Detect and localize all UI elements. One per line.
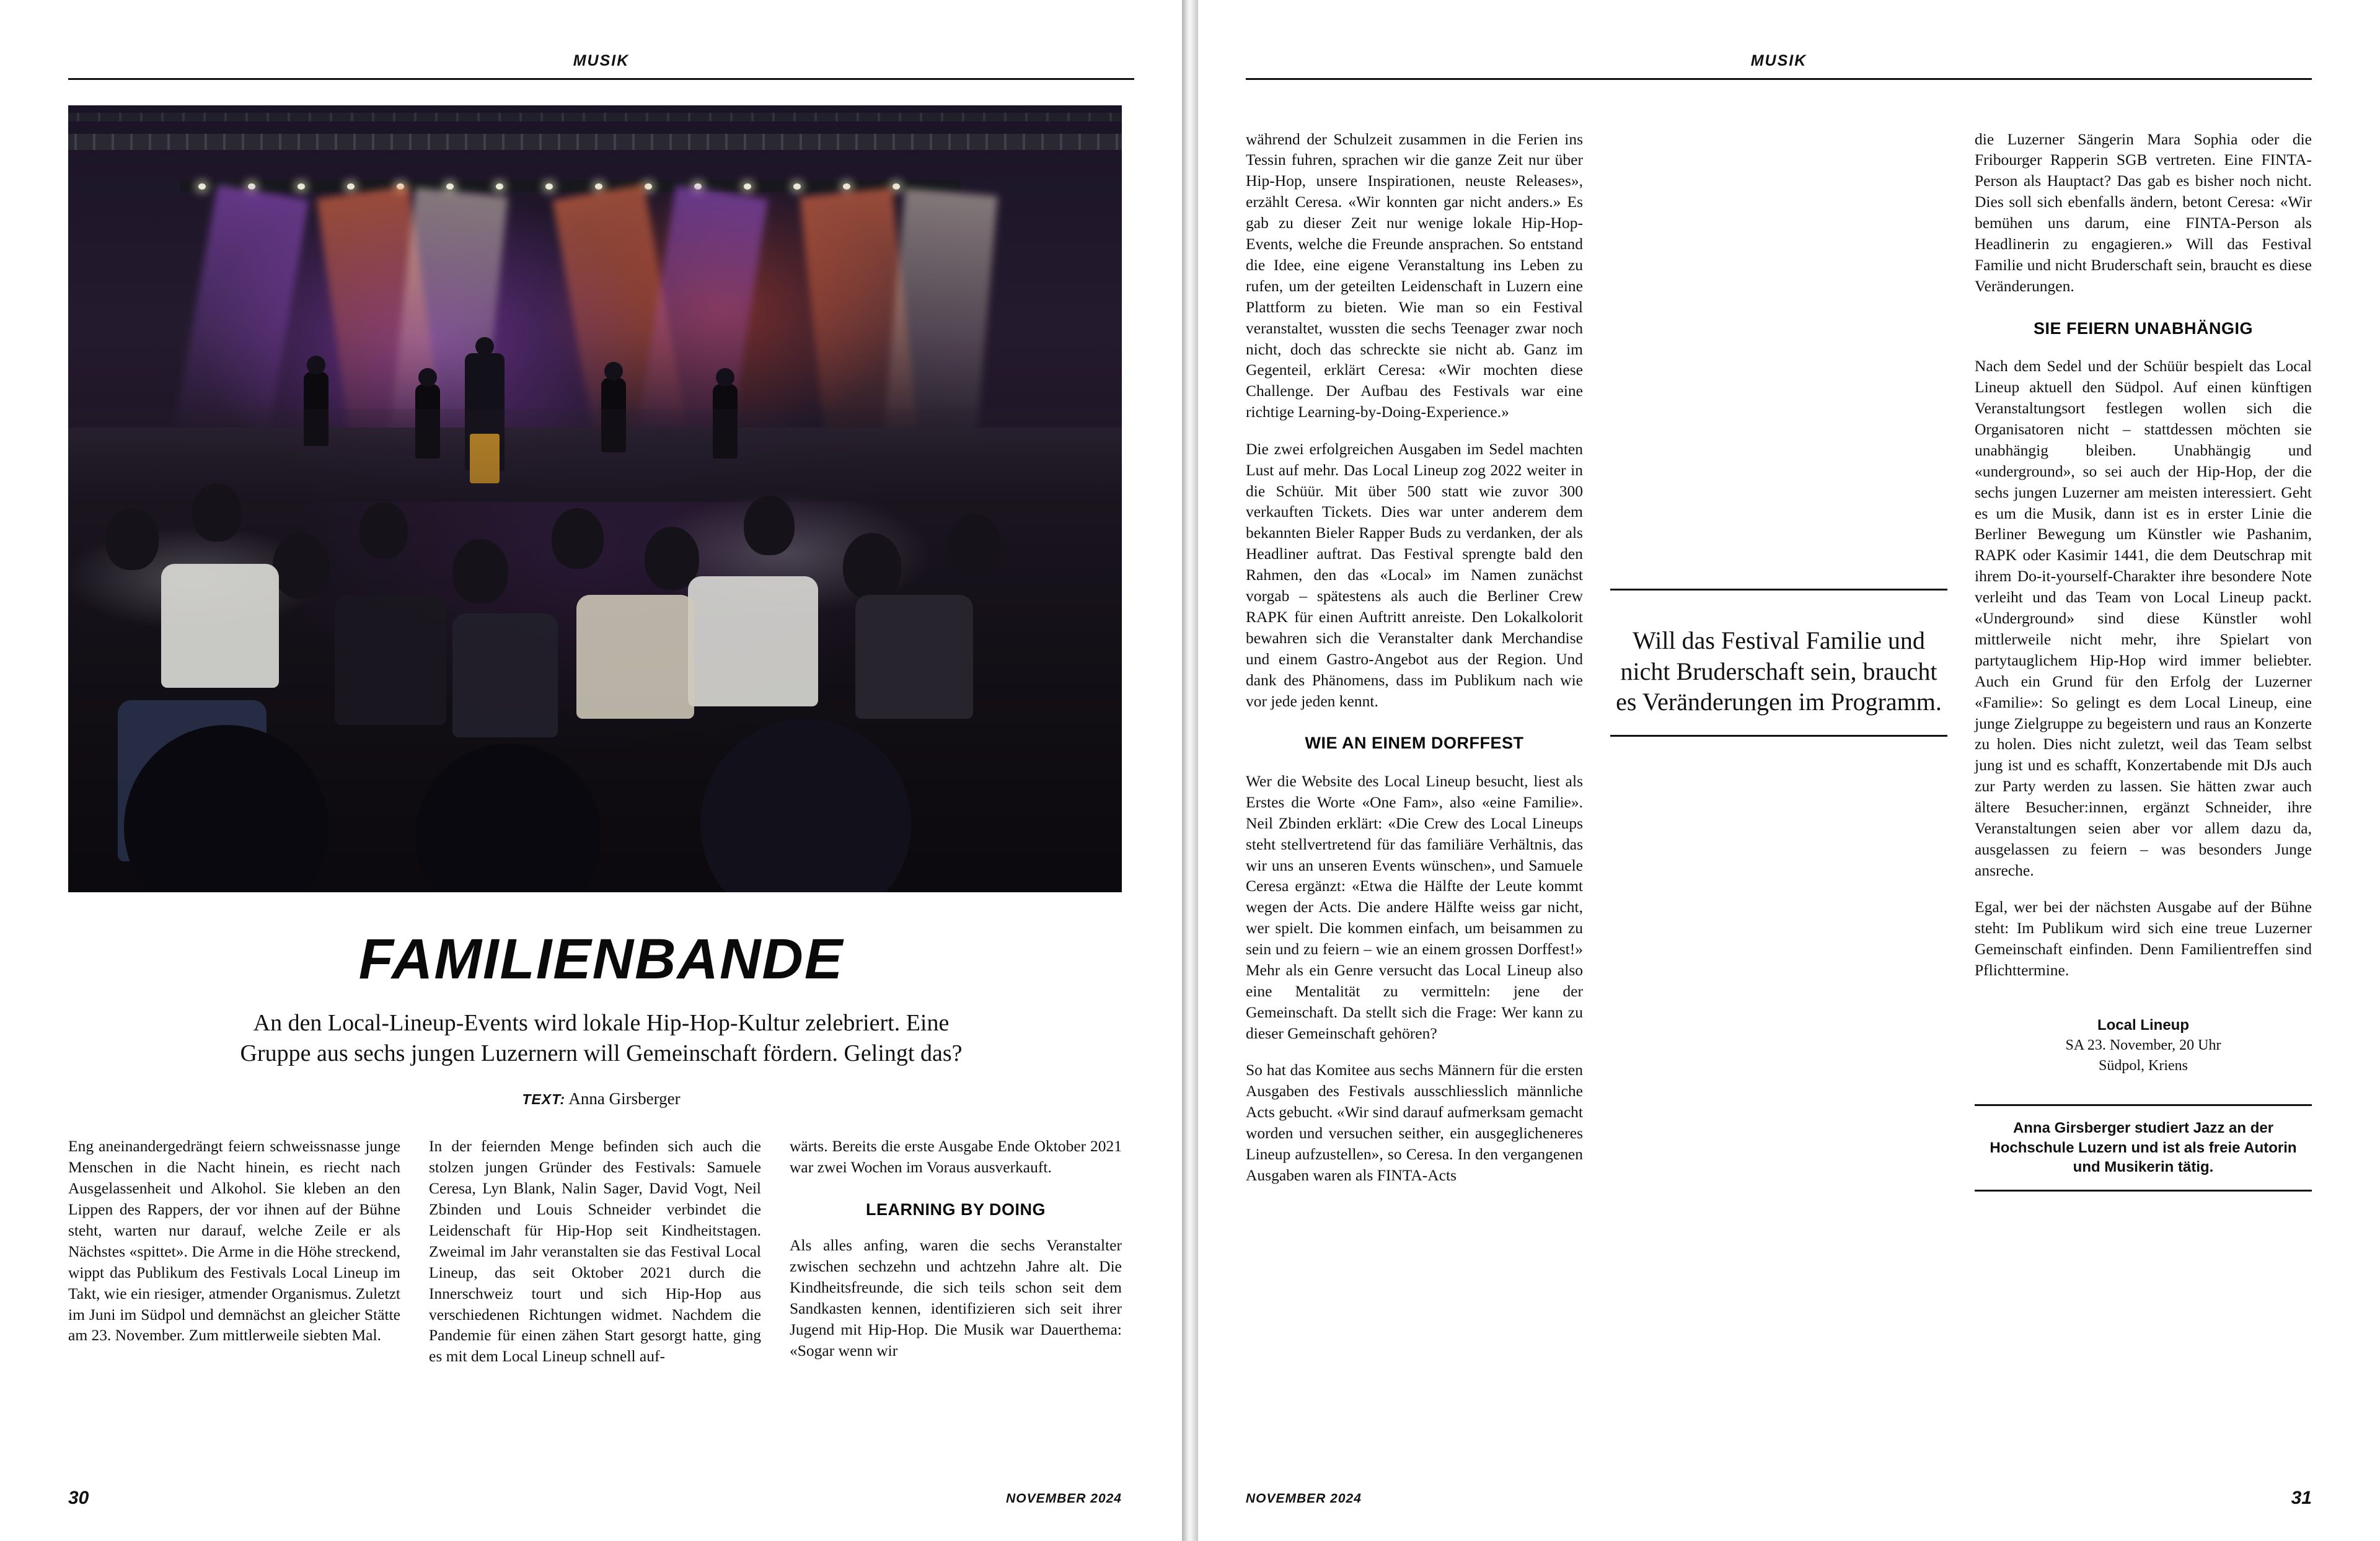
crowd-head	[948, 514, 1002, 576]
page-title: FAMILIENBANDE	[358, 928, 844, 991]
running-head-right	[1246, 37, 2312, 81]
performer-head	[418, 368, 437, 387]
footer-right	[1190, 1484, 2380, 1509]
crowd-jacket-beige	[576, 595, 694, 719]
paragraph: während der Schulzeit zusammen in die Ferien ins Tessin fuhren, sprachen wir die ganze Zeit nur über Hip-Hop, unsere Inspirationen, neuste Releases», erzählt Ceresa. «Wir konnten gar nicht anders.» Es gab zu dieser Zeit nur wenige lokale Hip-Hop-Events, welche die Freunde ansprachen. So entstand die Idee, eine eigene Veranstaltung ins Leben zu rufen, um der geteilten Leidenschaft in Luzern eine Plattform zu bieten. Wie man so ein Festival veranstaltet, wussten die sechs Teenager zwar noch nicht, doch das schreckte sie nicht ab. Ganz im Gegenteil, erklärt Ceresa: «Wir mochten diese Challenge. Der Aufbau des Festivals war eine richtige Learning-by-Doing-Experience.»	[1246, 130, 1583, 421]
stage-lamp	[793, 183, 801, 190]
crowd-head	[359, 502, 408, 559]
crowd-head	[105, 508, 159, 570]
column-2	[1610, 109, 1947, 1201]
section-subhead: WIE AN EINEM DORFFEST	[1305, 734, 1524, 753]
section-subhead: SIE FEIERN UNABHÄNGIG	[2033, 318, 2254, 338]
stage-lamp	[892, 183, 900, 190]
pullquote-text: Will das Festival Familie und nicht Bruderschaft sein, braucht es Veränderungen im Programm.	[1616, 626, 1942, 716]
crowd-shirt-dark	[335, 595, 446, 725]
crowd	[68, 409, 1122, 892]
column-1	[1246, 109, 1583, 1201]
stage-lamp	[645, 183, 652, 190]
stage-lamp	[744, 183, 751, 190]
stage-lamp	[545, 183, 553, 190]
stage-truss-upper	[68, 113, 1122, 121]
crowd-head	[192, 483, 242, 542]
paragraph: In der feiernden Menge befinden sich auch die stolzen jungen Gründer des Festivals: Samuele Ceresa, Lyn Blank, Nalin Sager, David Vogt, Neil Zbinden und Louis Schneider verbindet die Leidenschaft für Hip-Hop seit Kindheitstagen. Zweimal im Jahr veranstalten sie das Festival Local Lineup, das seit Oktober 2021 durch die Innerschweiz tourt und sich Hip-Hop aus verschiedenen Richtungen widmet. Nachdem die Pandemie für einen zähen Start gesorgt hatte, ging es mit dem Local Lineup schnell auf-	[429, 1137, 761, 1366]
issue-date: NOVEMBER 2024	[1246, 1491, 1362, 1506]
paragraph: wärts. Bereits die erste Ausgabe Ende Oktober 2021 war zwei Wochen im Voraus ausverkauft.	[790, 1137, 1122, 1177]
body-columns-left	[68, 1136, 1134, 1367]
paragraph: Nach dem Sedel und der Schüür bespielt das Local Lineup aktuell den Südpol. Auf einen künftigen Veranstaltungsort festlegen wollen sich die Organisatoren nicht – stattdessen möchten sie unabhängig bleiben. Unabhängig und «underground», so sei auch der Hip-Hop, der die sechs jungen Luzerner am meisten interessiert. Geht es um die Musik, dann ist es in erster Linie die Berliner Bewegung um Künstler wie Pashanim, RAPK oder Kasimir 1441, die dem Deutschrap mit ihrem Do-it-yourself-Charakter ihre besondere Note verleiht und das Team von Local Lineup packt. «Underground» sind diese Künstler wohl mittlerweile nicht mehr, ihre Spielart von partytauglichem Hip-Hop wird immer beliebter. Auch ein Grund für den Erfolg der Luzerner «Familie»: So gelingt es dem Local Lineup, eine junge Zielgruppe zu begeistern und raus an Konzerte zu holen. Dies nicht zuletzt, weil das Team selbst jung ist und es schafft, Konzertabende mit DJs auch zur Party werden zu lassen. Sie hätten zwar auch ältere Besucher:innen, ergänzt Schneider, ihre Veranstaltungen seien aber vor allem dazu da, ausgelassen zu feiern – was besonders Junge ansreche.	[1975, 357, 2312, 879]
paragraph: So hat das Komitee aus sechs Männern für die ersten Ausgaben des Festivals ausschliesslich männliche Acts gebucht. «Wir sind darauf aufmerksam gemacht worden und versuchen seither, ein ausgeglicheneres Lineup aufzustellen», so Ceresa. In den vergangenen Ausgaben waren als FINTA-Acts	[1246, 1061, 1583, 1184]
paragraph: Als alles anfing, waren die sechs Veranstalter zwischen sechzehn und achtzehn Jahre alt. Die Kindheitsfreunde, die sich teils schon seit dem Sandkasten kennen, identifizieren sich seit ihrer Jugend mit Hip-Hop. Die Musik war Dauerthema: «Sogar wenn wir	[790, 1236, 1122, 1359]
stage-lamp	[248, 183, 255, 190]
event-name: Local Lineup	[2097, 1016, 2189, 1034]
page-number: 30	[68, 1488, 89, 1508]
paragraph: Wer die Website des Local Lineup besucht, liest als Erstes die Worte «One Fam», also «eine Familie». Neil Zbinden erklärt: «Die Crew des Local Lineups steht stellvertretend für das familiäre Verhältnis, das wir uns an unseren Events wünschen», und Samuele Ceresa ergänzt: «Etwa die Hälfte der Leute kommt wegen der Acts. Die andere Hälfte weiss gar nicht, wer spielt. Die kommen einfach, um beisammen zu sein und zu feiern – wie an einem grossen Dorffest!» Mehr als ein Genre versucht das Local Lineup also eine Mentalität zu vermitteln: jene der Gemeinschaft. Da stellt sich die Frage: Wer kann zu dieser Gemeinschaft gehören?	[1246, 771, 1583, 1042]
byline-author: Anna Girsberger	[568, 1089, 681, 1109]
right-page	[1190, 0, 2380, 1541]
stage-lamp	[843, 183, 850, 190]
crowd-shirt-dark	[855, 595, 973, 719]
header-rule	[1246, 78, 2312, 80]
byline-tag: TEXT:	[522, 1091, 566, 1108]
crowd-shirt-white	[688, 576, 818, 706]
page-number: 31	[2291, 1488, 2312, 1508]
event-venue: Südpol, Kriens	[2099, 1057, 2188, 1074]
stage-lamp	[198, 183, 206, 190]
performer-head	[716, 368, 734, 387]
event-info	[1975, 1016, 2312, 1076]
footer-left	[0, 1484, 1190, 1509]
stage-truss	[68, 134, 1122, 150]
crowd-head	[452, 539, 508, 604]
crowd-shirt-dark	[452, 613, 558, 737]
stage-lamp	[298, 183, 305, 190]
crowd-head	[273, 533, 330, 599]
pullquote-block	[1610, 589, 1947, 737]
foreground-head	[415, 744, 601, 892]
standfirst: An den Local-Lineup-Events wird lokale Hip-Hop-Kultur zelebriert. Eine Gruppe aus sechs jungen Luzernern will Gemeinschaft fördern. Gelingt das?	[240, 1010, 963, 1066]
issue-date: NOVEMBER 2024	[1006, 1491, 1122, 1506]
section-subhead: LEARNING BY DOING	[865, 1200, 1046, 1219]
crowd-shirt-white	[161, 564, 279, 688]
stage-lamp	[595, 183, 602, 190]
paragraph: die Luzerner Sängerin Mara Sophia oder die Fribourger Rapperin SGB vertreten. Eine FINTA-Person als Hauptact? Das gab es bisher noch nicht. Dies soll sich ebenfalls ändern, betont Ceresa: «Wir bemühen uns darum, eine FINTA-Person als Headlinerin zu engagieren.» Will das Festival Familie und nicht Bruderschaft sein, braucht es diese Veränderungen.	[1975, 130, 2312, 295]
paragraph: Egal, wer bei der nächsten Ausgabe auf der Bühne steht: Im Publikum wird sich eine treue Luzerner Gemeinschaft einfinden. Denn Familientreffen sind Pflichttermine.	[1975, 898, 2312, 980]
running-head-left	[68, 37, 1134, 81]
body-columns-right	[1246, 109, 2312, 1201]
performer-head	[307, 356, 325, 374]
foreground-head	[700, 719, 911, 892]
paragraph: Eng aneinandergedrängt feiern schweissnasse junge Menschen in die Nacht hinein, es riecht nach Ausgelassenheit und Alkohol. Sie kleben an den Lippen des Rappers, der vor ihnen auf der Bühne steht, warten nur darauf, welche Zeile er als Nächstes «spittet». Die Arme in die Höhe streckend, wippt das Publikum des Festivals Local Lineup im Takt, wie ein riesiger, atmender Organismus. Zuletzt im Juni im Südpol und demnächst an gleicher Stätte am 23. November. Zum mittlerweile siebten Mal.	[68, 1137, 400, 1345]
column-1	[68, 1136, 400, 1367]
running-head-label: MUSIK	[573, 52, 630, 69]
column-3	[1975, 109, 2312, 1201]
running-head-label: MUSIK	[1750, 52, 1807, 69]
concert-photo	[68, 105, 1122, 892]
performer-head	[604, 362, 623, 380]
crowd-head	[843, 533, 901, 600]
crowd-head	[552, 508, 604, 569]
stage-lamp	[446, 183, 454, 190]
crowd-head	[744, 496, 795, 555]
stage-lamp	[347, 183, 355, 190]
column-2	[429, 1136, 761, 1367]
header-rule	[68, 78, 1134, 80]
stage-lamp	[496, 183, 503, 190]
author-bio: Anna Girsberger studiert Jazz an der Hochschule Luzern und ist als freie Autorin und Musikerin tätig.	[1975, 1104, 2312, 1192]
byline	[68, 1089, 1134, 1109]
paragraph: Die zwei erfolgreichen Ausgaben im Sedel machten Lust auf mehr. Das Local Lineup zog 2022 weiter in die Schüür. Mit über 500 statt wie zuvor 300 verkauften Tickets. Dies war unter anderem dem bekannten Bieler Rapper Buds zu verdanken, der als Headliner auftrat. Das Festival sprengte bald den Rahmen, den das «Local» im Namen zunächst vorgab – spätestens als auch die Berliner Crew RAPK für einen Auftritt anreiste. Den Lokalkolorit bewahren sich die Veranstalter dank Merchandise und einem Gastro-Angebot aus der Region. Und dank des Phänomens, dass im Publikum nach wie vor jede jeden kennt.	[1246, 439, 1583, 710]
column-3	[790, 1136, 1122, 1367]
event-date: SA 23. November, 20 Uhr	[2065, 1037, 2221, 1054]
performer-head	[475, 337, 494, 356]
